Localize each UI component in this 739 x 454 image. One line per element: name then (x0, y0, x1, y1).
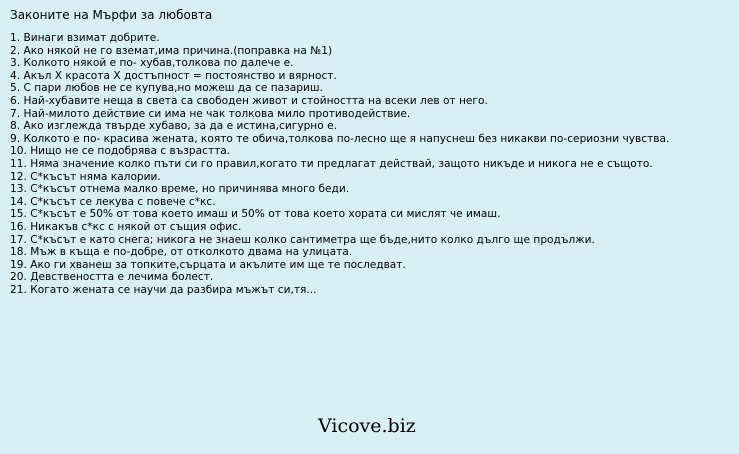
list-item: 8. Ако изглежда твърде хубаво, за да е истина,сигурно е. (10, 120, 337, 133)
list-item: 7. Най-милото действие си има не чак толкова мило противодействие. (10, 107, 411, 120)
list-item: 5. С пари любов не се купува,но можеш да се пазариш. (10, 82, 323, 95)
list-item: 4. Акъл X красота X достъпност = постоянство и вярност. (10, 69, 337, 82)
list-item: 3. Колкото някой е по- хубав,толкова по далече е. (10, 57, 294, 70)
list-item: 19. Ако ги хванеш за топките,сърцата и акълите им ще те последват. (10, 258, 406, 271)
list-item: 6. Най-хубавите неща в света са свободен живот и стойността на всеки лев от него. (10, 94, 488, 107)
list-item: 15. С*късът е 50% от това което имаш и 50% от това което хората си мислят че имаш. (10, 208, 501, 221)
list-item: 16. Никакъв с*кс с някой от същия офис. (10, 220, 242, 233)
list-item: 10. Нищо не се подобрява с възрастта. (10, 145, 231, 158)
page-title: Законите на Мърфи за любовта (10, 8, 213, 22)
list-item: 13. С*късът отнема малко време, но причинява много беди. (10, 183, 350, 196)
list-item: 9. Колкото е по- красива жената, която те обича,толкова по-лесно ще я напуснеш без никакви по-сериозни чувства. (10, 132, 670, 145)
list-item: 18. Мъж в къща е по-добре, от отколкото двама на улицата. (10, 246, 353, 259)
list-item: 20. Девствеността е лечима болест. (10, 271, 214, 284)
list-item: 17. С*късът е като снега; никога не знаеш колко сантиметра ще бъде,нито колко дълго ще продължи. (10, 233, 595, 246)
list-item: 12. С*късът няма калории. (10, 170, 161, 183)
watermark: Vicove.biz (318, 415, 416, 437)
list-item: 1. Винаги взимат добрите. (10, 32, 160, 44)
list-item: 11. Няма значение колко пъти си го правил,когато ти предлагат действай, защото никъде и никога не е същото. (10, 157, 653, 170)
laws-list (10, 32, 728, 296)
list-item: 2. Ако някой не го вземат,има причина.(поправка на №1) (10, 44, 333, 57)
list-item: 21. Когато жената се научи да разбира мъжът си,тя... (10, 283, 317, 296)
list-item: 14. С*късът се лекува с повече с*кс. (10, 195, 216, 208)
